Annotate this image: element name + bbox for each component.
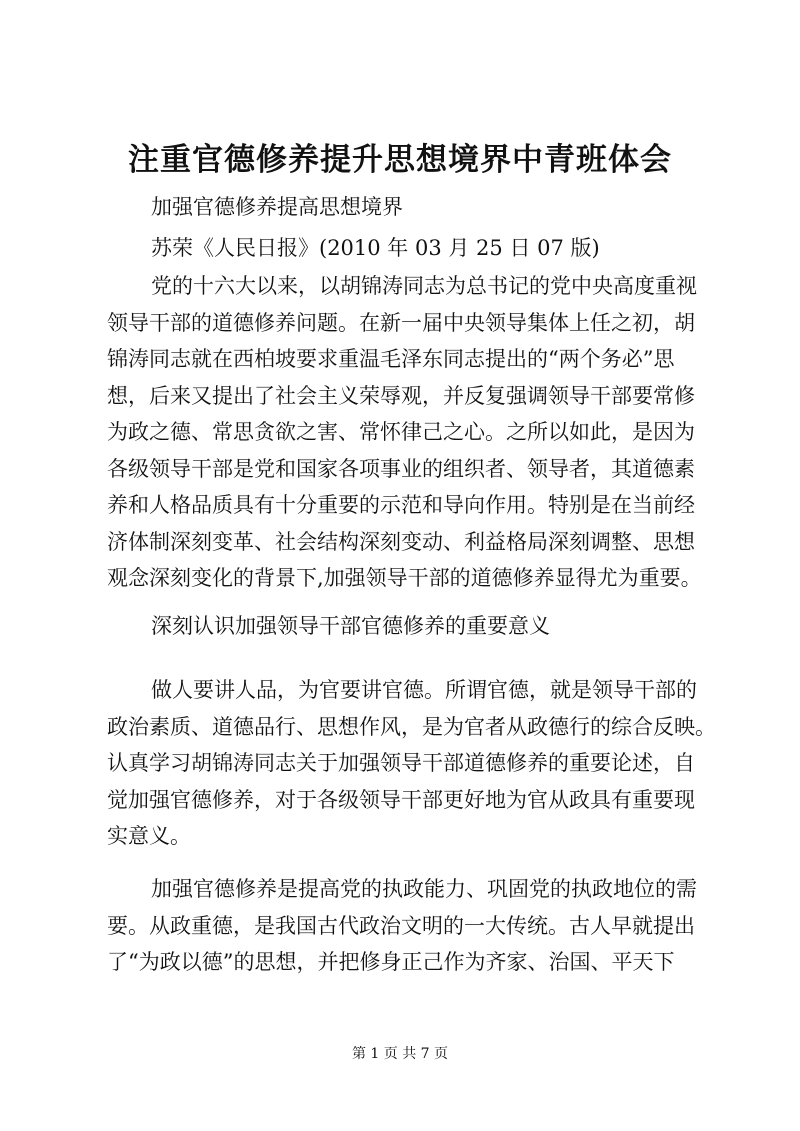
paragraph-line: 为政之德、常思贪欲之害、常怀律己之心。之所以如此，是因为	[107, 420, 695, 444]
paragraph-line: 了“为政以德”的思想，并把修身正己作为齐家、治国、平天下	[107, 950, 675, 974]
paragraph-line: 要。从政重德，是我国古代政治文明的一大传统。古人早就提出	[107, 913, 695, 938]
paragraph-line: 锦涛同志就在西柏坡要求重温毛泽东同志提出的“两个务必”思	[107, 347, 675, 371]
page-footer: 第 1 页 共 7 页	[351, 1046, 449, 1062]
paragraph-line: 做人要讲人品，为官要讲官德。所谓官德，就是领导干部的	[151, 678, 697, 702]
paragraph-line: 政治素质、道德品行、思想作风，是为官者从政德行的综合反映。	[107, 714, 716, 739]
paragraph-line: 认真学习胡锦涛同志关于加强领导干部道德修养的重要论述，自	[107, 751, 695, 775]
paragraph-line: 领导干部的道德修养问题。在新一届中央领导集体上任之初，胡	[107, 310, 695, 335]
document-subtitle: 加强官德修养提高思想境界	[151, 195, 403, 219]
paragraph-line: 想，后来又提出了社会主义荣辱观，并反复强调领导干部要常修	[107, 383, 695, 408]
paragraph-line: 观念深刻变化的背景下,加强领导干部的道德修养显得尤为重要。	[107, 566, 702, 590]
paragraph-1	[107, 268, 707, 597]
paragraph-line: 党的十六大以来，以胡锦涛同志为总书记的党中央高度重视	[151, 274, 697, 298]
section-heading: 深刻认识加强领导干部官德修养的重要意义	[151, 614, 550, 638]
paragraph-2	[107, 672, 716, 855]
paragraph-line: 济体制深刻变革、社会结构深刻变动、利益格局深刻调整、思想	[107, 529, 695, 554]
document-title: 注重官德修养提升思想境界中青班体会	[128, 142, 672, 178]
paragraph-line: 养和人格品质具有十分重要的示范和导向作用。特别是在当前经	[107, 493, 695, 517]
paragraph-line: 加强官德修养是提高党的执政能力、巩固党的执政地位的需	[151, 877, 697, 901]
paragraph-3	[107, 871, 707, 981]
paragraph-line: 各级领导干部是党和国家各项事业的组织者、领导者，其道德素	[107, 456, 695, 481]
paragraph-line: 觉加强官德修养，对于各级领导干部更好地为官从政具有重要现	[107, 787, 695, 812]
document-byline: 苏荣《人民日报》(2010 年 03 月 25 日 07 版)	[151, 236, 600, 260]
paragraph-line: 实意义。	[107, 824, 191, 848]
